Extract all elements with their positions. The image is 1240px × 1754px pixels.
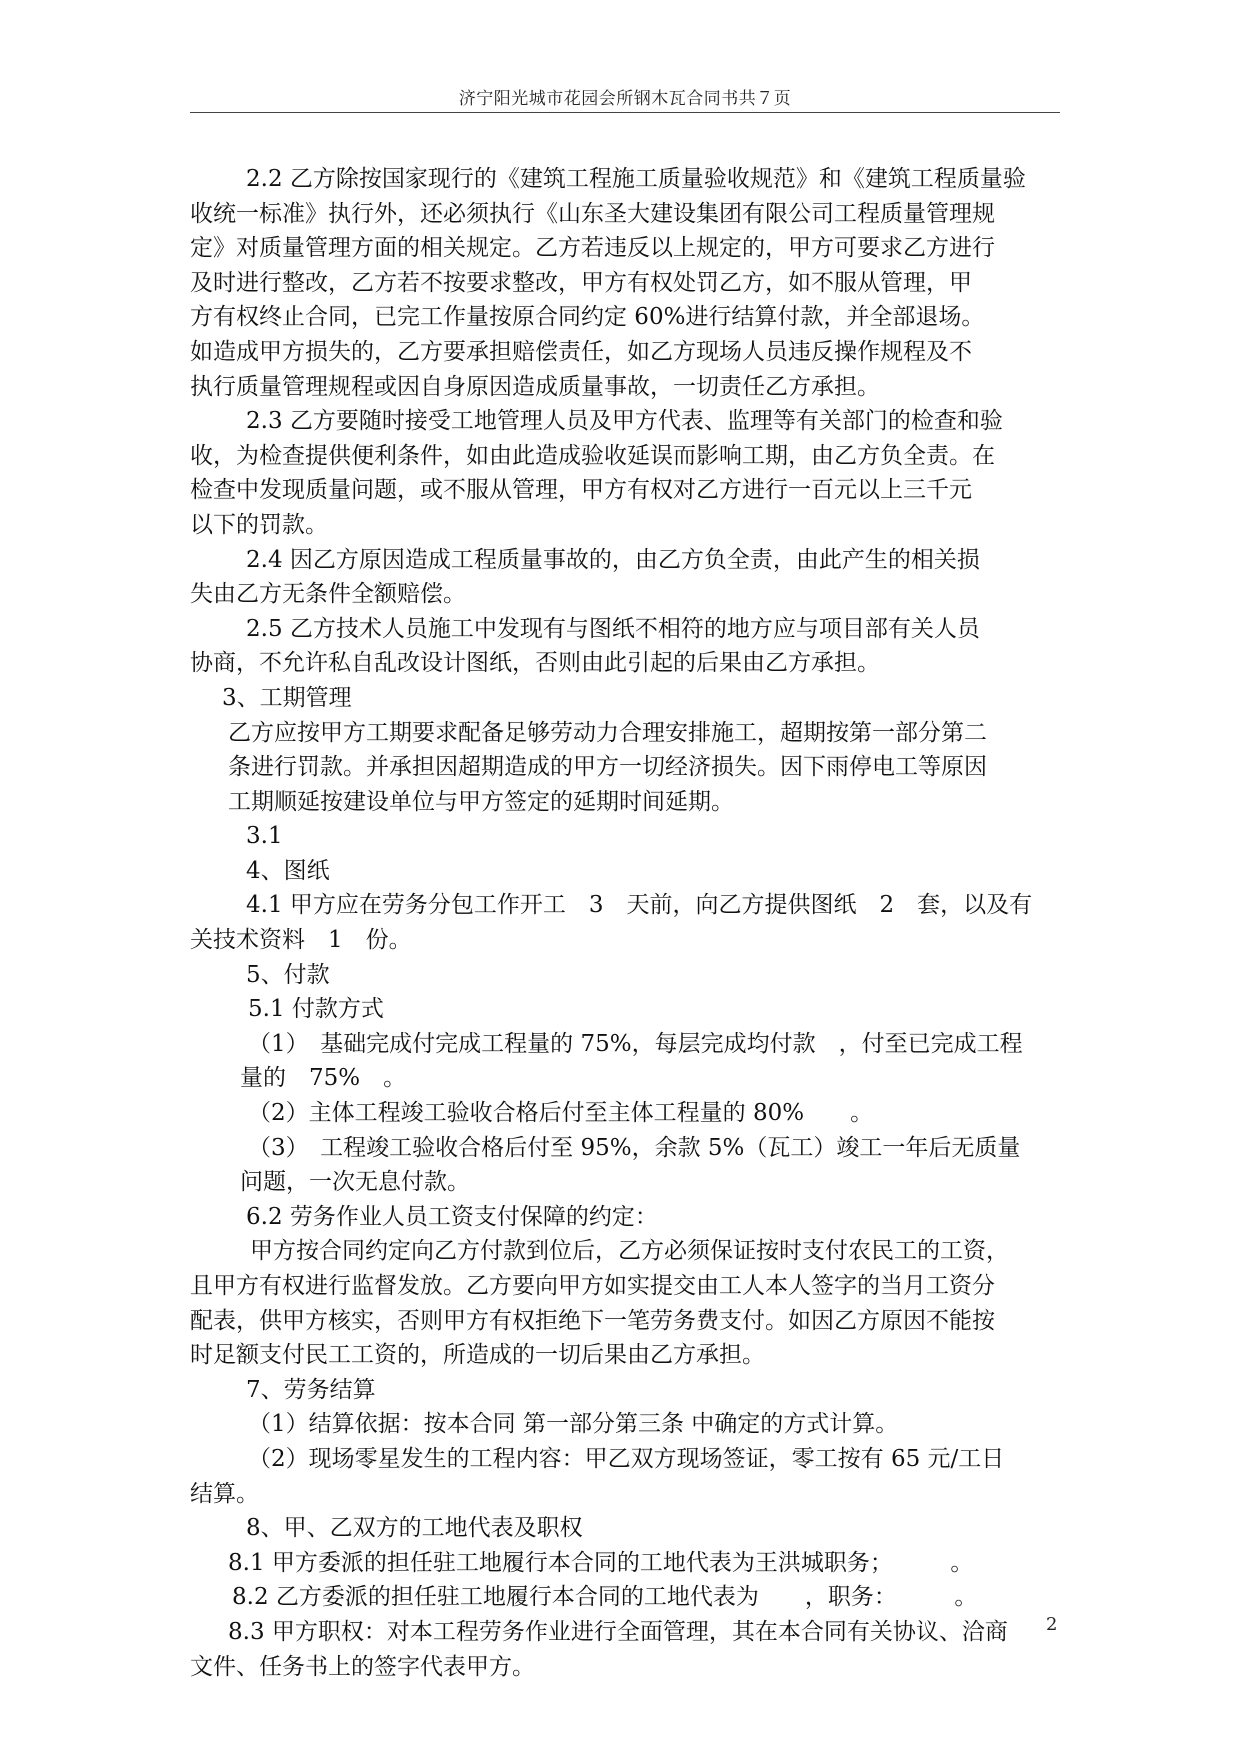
header-divider bbox=[190, 112, 1060, 113]
text-line: 5.1 付款方式 bbox=[248, 996, 384, 1023]
text-line: 量的 75% 。 bbox=[240, 1065, 407, 1092]
text-line: 2.5 乙方技术人员施工中发现有与图纸不相符的地方应与项目部有关人员 bbox=[246, 615, 980, 642]
page-number: 2 bbox=[1046, 1614, 1058, 1635]
text-line: 以下的罚款。 bbox=[190, 511, 328, 538]
text-line: 及时进行整改，乙方若不按要求整改，甲方有权处罚乙方，如不服从管理，甲 bbox=[190, 269, 972, 296]
page-header: 济宁阳光城市花园会所钢木瓦合同书共７页 bbox=[458, 89, 792, 109]
text-line: 5、付款 bbox=[246, 961, 330, 988]
text-line: 配表，供甲方核实，否则甲方有权拒绝下一笔劳务费支付。如因乙方原因不能按 bbox=[190, 1307, 995, 1334]
text-line: （2）主体工程竣工验收合格后付至主体工程量的 80% 。 bbox=[248, 1100, 874, 1127]
text-line: 4.1 甲方应在劳务分包工作开工 3 天前，向乙方提供图纸 2 套，以及有 bbox=[246, 892, 1033, 919]
text-line: 问题，一次无息付款。 bbox=[240, 1169, 470, 1196]
text-line: 检查中发现质量问题，或不服从管理，甲方有权对乙方进行一百元以上三千元 bbox=[190, 477, 972, 504]
text-line: 2.3 乙方要随时接受工地管理人员及甲方代表、监理等有关部门的检查和验 bbox=[246, 408, 1003, 435]
text-line: 8.1 甲方委派的担任驻工地履行本合同的工地代表为王洪城职务； 。 bbox=[228, 1549, 974, 1576]
text-line: 失由乙方无条件全额赔偿。 bbox=[190, 581, 466, 608]
text-line: 结算。 bbox=[190, 1480, 259, 1507]
text-line: 乙方应按甲方工期要求配备足够劳动力合理安排施工，超期按第一部分第二 bbox=[228, 719, 987, 746]
text-line: （2）现场零星发生的工程内容：甲乙双方现场签证，零工按有 65 元/工日 bbox=[248, 1445, 1005, 1472]
text-line: 7、劳务结算 bbox=[246, 1376, 376, 1403]
text-line: 条进行罚款。并承担因超期造成的甲方一切经济损失。因下雨停电工等原因 bbox=[228, 754, 987, 781]
text-line: 收统一标准》执行外，还必须执行《山东圣大建设集团有限公司工程质量管理规 bbox=[190, 200, 995, 227]
text-line: 收，为检查提供便利条件，如由此造成验收延误而影响工期，由乙方负全责。在 bbox=[190, 442, 995, 469]
text-line: 4、图纸 bbox=[246, 857, 330, 884]
text-line: 定》对质量管理方面的相关规定。乙方若违反以上规定的，甲方可要求乙方进行 bbox=[190, 235, 995, 262]
text-line: 甲方按合同约定向乙方付款到位后，乙方必须保证按时支付农民工的工资， bbox=[250, 1238, 1009, 1265]
text-line: 如造成甲方损失的，乙方要承担赔偿责任，如乙方现场人员违反操作规程及不 bbox=[190, 338, 972, 365]
text-line: 时足额支付民工工资的，所造成的一切后果由乙方承担。 bbox=[190, 1342, 765, 1369]
text-line: 协商，不允许私自乱改设计图纸，否则由此引起的后果由乙方承担。 bbox=[190, 650, 880, 677]
text-line: （3） 工程竣工验收合格后付至 95%，余款 5%（瓦工）竣工一年后无质量 bbox=[248, 1134, 1021, 1161]
text-line: 方有权终止合同，已完工作量按原合同约定 60%进行结算付款，并全部退场。 bbox=[190, 304, 985, 331]
text-line: 且甲方有权进行监督发放。乙方要向甲方如实提交由工人本人签字的当月工资分 bbox=[190, 1273, 995, 1299]
document-body bbox=[190, 162, 1062, 1684]
text-line: 2.4 因乙方原因造成工程质量事故的，由乙方负全责，由此产生的相关损 bbox=[246, 546, 980, 573]
text-line: （1） 基础完成付完成工程量的 75%，每层完成均付款 ，付至已完成工程 bbox=[248, 1030, 1023, 1057]
text-line: 8.3 甲方职权：对本工程劳务作业进行全面管理，其在本合同有关协议、洽商 bbox=[228, 1618, 1008, 1645]
text-line: 8、甲、乙双方的工地代表及职权 bbox=[246, 1515, 583, 1542]
text-line: 关技术资料 1 份。 bbox=[190, 927, 412, 954]
text-line: 执行质量管理规程或因自身原因造成质量事故，一切责任乙方承担。 bbox=[190, 373, 880, 400]
text-line: 工期顺延按建设单位与甲方签定的延期时间延期。 bbox=[228, 788, 734, 815]
text-line: 6.2 劳务作业人员工资支付保障的约定： bbox=[246, 1203, 658, 1230]
text-line: （1）结算依据：按本合同 第一部分第三条 中确定的方式计算。 bbox=[248, 1411, 899, 1438]
text-line: 2.2 乙方除按国家现行的《建筑工程施工质量验收规范》和《建筑工程质量验 bbox=[246, 166, 1026, 192]
text-line: 3.1 bbox=[246, 823, 283, 850]
text-line: 文件、任务书上的签字代表甲方。 bbox=[190, 1653, 535, 1680]
text-line: 8.2 乙方委派的担任驻工地履行本合同的工地代表为 ，职务： 。 bbox=[232, 1584, 978, 1611]
text-line: 3、工期管理 bbox=[222, 684, 352, 711]
